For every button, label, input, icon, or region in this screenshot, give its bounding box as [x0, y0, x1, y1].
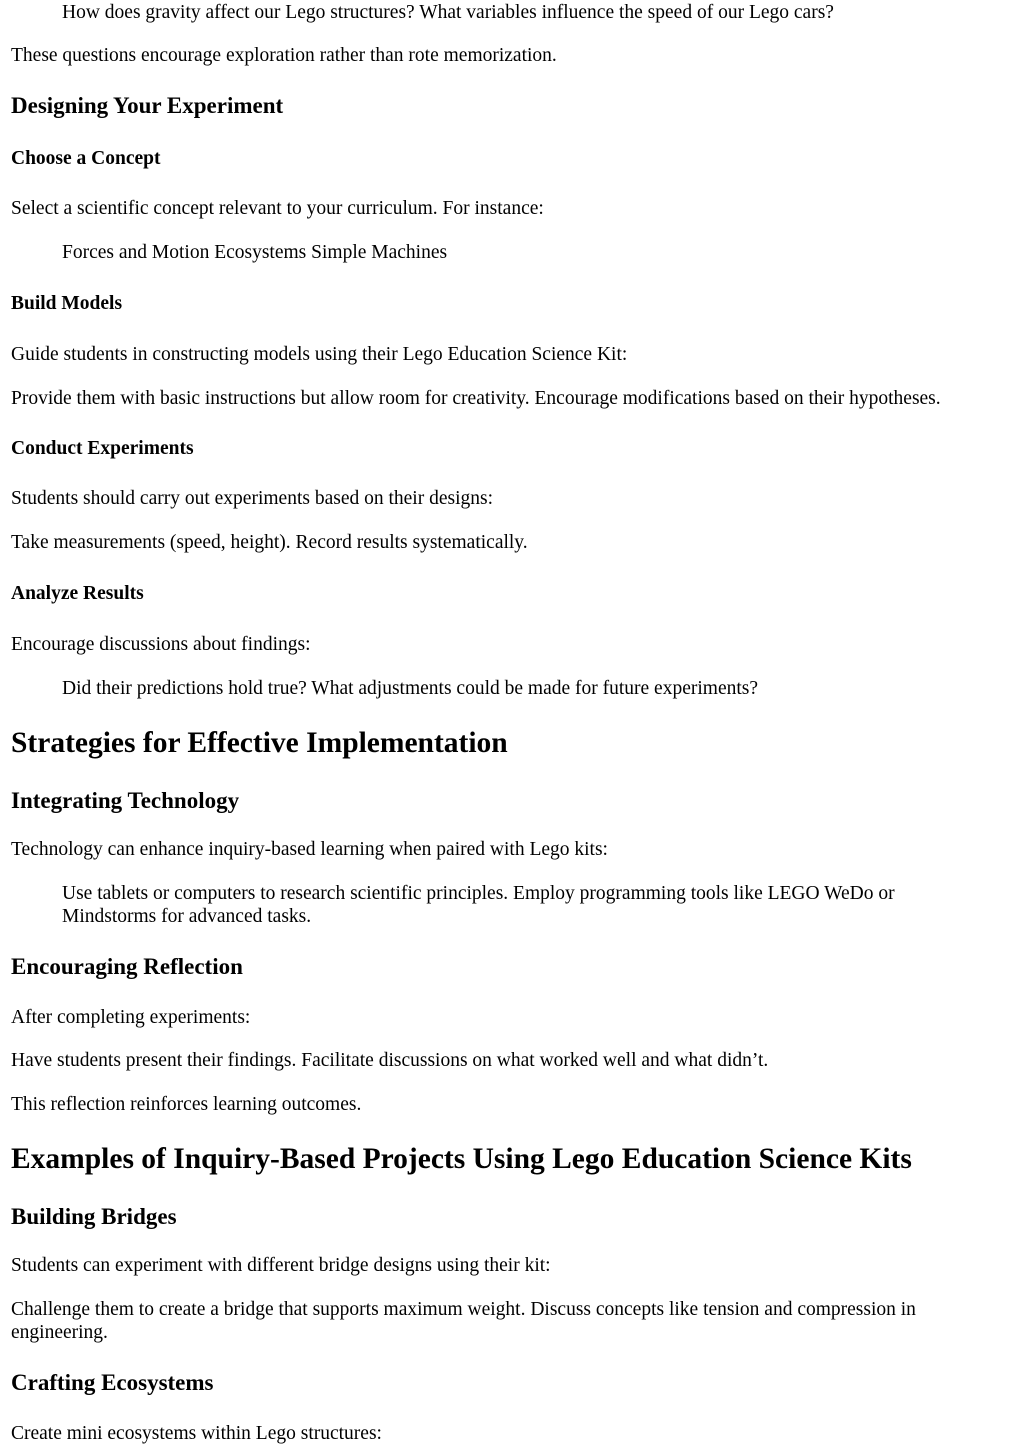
conduct-experiments-text: Students should carry out experiments based on their designs: — [11, 488, 493, 509]
subheading-conduct-experiments: Conduct Experiments — [11, 438, 194, 459]
integrating-technology-list: Use tablets or computers to research scientific principles. Employ programming tools like LEGO WeDo or Mindstorms for advanced tasks. — [62, 883, 895, 927]
subheading-building-bridges: Building Bridges — [11, 1204, 177, 1229]
subheading-build-models: Build Models — [11, 293, 123, 314]
section-heading-examples: Examples of Inquiry-Based Projects Using Lego Education Science Kits — [11, 1143, 912, 1175]
encouraging-reflection-text: After completing experiments: — [11, 1007, 251, 1028]
intro-questions-list: How does gravity affect our Lego structures? What variables influence the speed of our Lego cars? — [62, 2, 834, 23]
section-heading-strategies: Strategies for Effective Implementation — [11, 727, 508, 759]
conduct-experiments-detail: Take measurements (speed, height). Record results systematically. — [11, 532, 528, 553]
subheading-crafting-ecosystems: Crafting Ecosystems — [11, 1370, 214, 1395]
encouraging-reflection-note: This reflection reinforces learning outcomes. — [11, 1094, 362, 1115]
section-heading-designing: Designing Your Experiment — [11, 93, 284, 118]
encouraging-reflection-detail: Have students present their findings. Facilitate discussions on what worked well and what didn’t. — [11, 1050, 769, 1071]
crafting-ecosystems-text: Create mini ecosystems within Lego structures: — [11, 1423, 382, 1444]
integrating-technology-text: Technology can enhance inquiry-based learning when paired with Lego kits: — [11, 839, 608, 860]
subheading-encouraging-reflection: Encouraging Reflection — [11, 954, 243, 979]
analyze-results-text: Encourage discussions about findings: — [11, 634, 311, 655]
build-models-text: Guide students in constructing models using their Lego Education Science Kit: — [11, 344, 628, 365]
subheading-integrating-technology: Integrating Technology — [11, 788, 240, 813]
building-bridges-text: Students can experiment with different bridge designs using their kit: — [11, 1255, 551, 1276]
analyze-results-list: Did their predictions hold true? What adjustments could be made for future experiments? — [62, 678, 759, 699]
subheading-choose-concept: Choose a Concept — [11, 148, 161, 169]
intro-note: These questions encourage exploration rather than rote memorization. — [11, 45, 557, 66]
concept-examples-list: Forces and Motion Ecosystems Simple Machines — [62, 242, 448, 263]
subheading-analyze-results: Analyze Results — [11, 583, 144, 604]
building-bridges-detail: Challenge them to create a bridge that supports maximum weight. Discuss concepts like tension and compression in engineering. — [11, 1299, 916, 1343]
build-models-detail: Provide them with basic instructions but allow room for creativity. Encourage modifications based on their hypotheses. — [11, 388, 941, 409]
choose-concept-text: Select a scientific concept relevant to your curriculum. For instance: — [11, 198, 544, 219]
